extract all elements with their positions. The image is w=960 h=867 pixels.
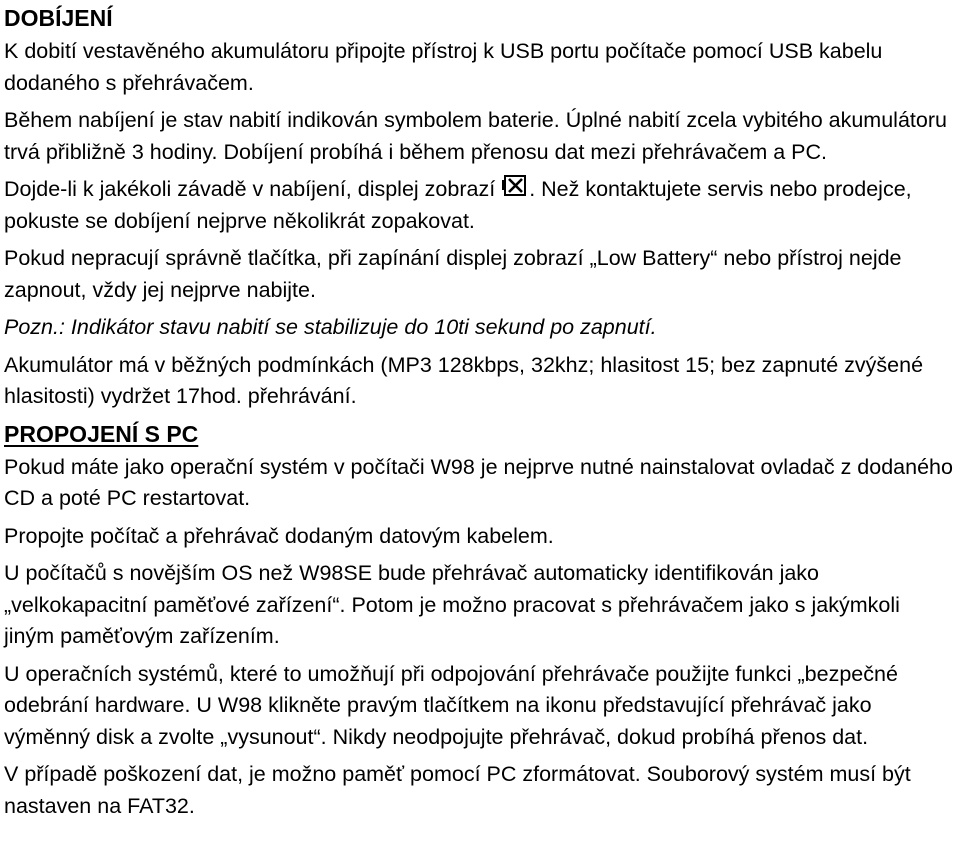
pc-paragraph-driver: Pokud máte jako operační systém v počítači W98 je nejprve nutné nainstalovat ovladač z dodaného CD a poté PC restartovat. <box>4 454 953 510</box>
charging-paragraph-low-battery: Pokud nepracují správně tlačítka, při zapínání displej zobrazí „Low Battery“ nebo přístroj nejde zapnout, vždy jej nejprve nabijte. <box>4 246 902 302</box>
section-heading-charging: DOBÍJENÍ <box>4 5 113 31</box>
charging-paragraph-error <box>4 174 954 237</box>
pc-paragraph-safe-removal: U operačních systémů, které to umožňují při odpojování přehrávače použijte funkci „bezpečné odebrání hardware. U W98 klikněte pravým tlačítkem na ikonu představující přehrávač jako výměnný disk a zvolte „vysunout“. Nikdy neodpojujte přehrávač, dokud probíhá přenos dat. <box>4 661 898 749</box>
section-heading-pc-connection: PROPOJENÍ S PC <box>4 420 199 447</box>
charging-note <box>4 312 954 344</box>
note-text: : Indikátor stavu nabití se stabilizuje do 10ti sekund po zapnutí. <box>58 315 657 339</box>
charging-paragraph-indicator: Během nabíjení je stav nabití indikován symbolem baterie. Úplné nabití zcela vybitého akumulátoru trvá přibližně 3 hodiny. Dobíjení probíhá i během přenosu dat mezi přehrávačem a PC. <box>4 108 947 164</box>
pc-paragraph-format: V případě poškození dat, je možno paměť pomocí PC zformátovat. Souborový systém musí být nastaven na FAT32. <box>4 762 911 818</box>
pc-paragraph-mass-storage: U počítačů s novějším OS než W98SE bude přehrávač automaticky identifikován jako „velkokapacitní paměťové zařízení“. Potom je možno pracovat s přehrávačem jako s jakýmkoli jiným paměťovým zařízením. <box>4 561 900 648</box>
pc-paragraph-cable: Propojte počítač a přehrávač dodaným datovým kabelem. <box>4 523 554 548</box>
note-label: Pozn. <box>4 315 59 339</box>
document-page <box>4 0 954 822</box>
charging-paragraph-usb: K dobití vestavěného akumulátoru připojte přístroj k USB portu počítače pomocí USB kabelu dodaného s přehrávačem. <box>4 39 883 95</box>
battery-error-icon <box>501 174 527 198</box>
charging-error-text-before: Dojde-li k jakékoli závadě v nabíjení, displej zobrazí <box>4 177 496 201</box>
charging-paragraph-battery-life: Akumulátor má v běžných podmínkách (MP3 128kbps, 32khz; hlasitost 15; bez zapnuté zvýšené hlasitosti) vydržet 17hod. přehrávání. <box>4 352 924 408</box>
charging-error-text-after: . Než kontaktujete servis nebo prodejce, pokuste se dobíjení nejprve několikrát zopakovat. <box>4 177 912 233</box>
